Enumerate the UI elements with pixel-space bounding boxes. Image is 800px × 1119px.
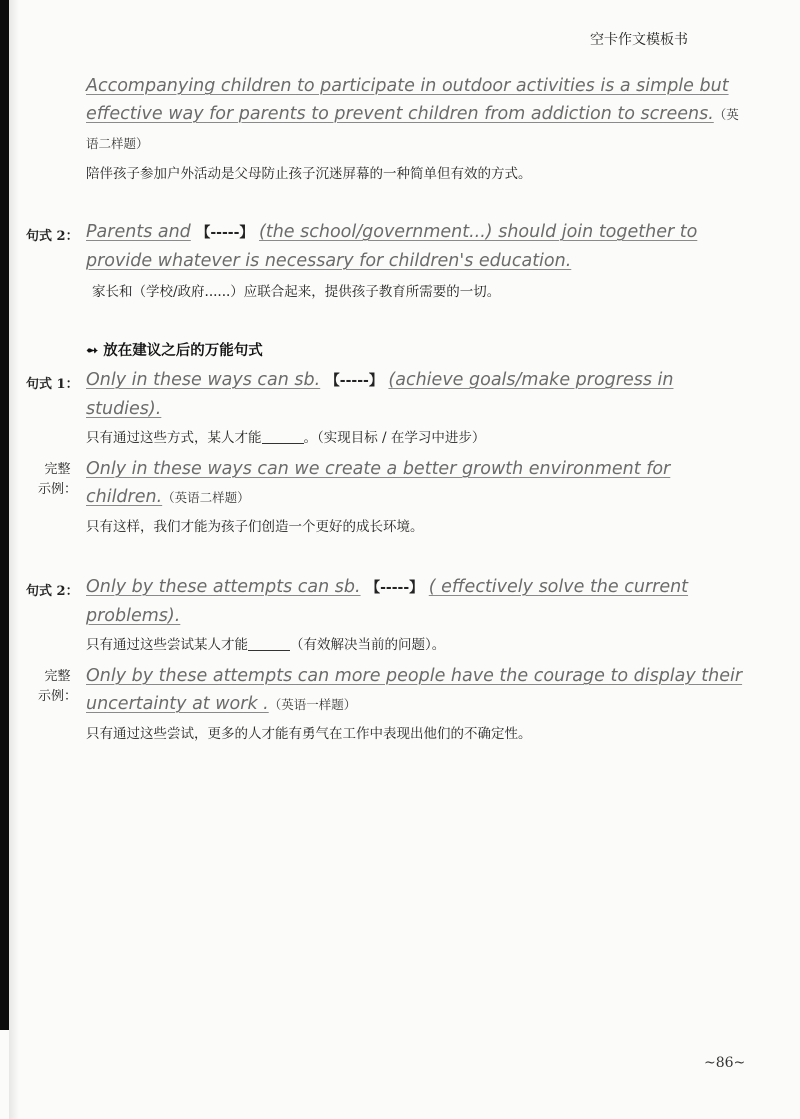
page-number: ~86~: [704, 1055, 746, 1071]
example-chinese-courage: 只有通过这些尝试，更多的人才能有勇气在工作中表现出他们的不确定性。: [86, 726, 532, 742]
example-english-courage: [86, 662, 750, 719]
chinese-text-part2: 。（实现目标 / 在学习中进步）: [303, 430, 486, 446]
arrow-icon: ➻: [86, 342, 99, 359]
label-line1: 完整: [44, 462, 71, 477]
fill-blank-line: [262, 442, 304, 444]
pattern-label: 句式 1：: [26, 377, 79, 392]
example-chinese-growth: 只有这样，我们才能为孩子们创造一个更好的成长环境。: [86, 519, 424, 535]
running-header: 空卡作文模板书: [590, 32, 688, 48]
source-note: （英语二样题）: [86, 107, 739, 151]
example-english-outdoor: [86, 72, 750, 158]
chinese-text-part2: （有效解决当前的问题）。: [290, 637, 446, 653]
spine-shadow: [9, 0, 19, 1119]
chinese-text-part1: 只有通过这些方式，某人才能: [86, 430, 262, 446]
blank-bracket: 【-----】: [196, 225, 254, 241]
pattern-chinese-attempts: [86, 633, 445, 653]
english-text-part1: Only in these ways can sb.: [86, 370, 321, 390]
pattern-chinese-only-ways: [86, 426, 485, 446]
source-note: （英语一样题）: [268, 697, 357, 712]
blank-bracket: 【-----】: [325, 373, 383, 389]
pattern-english-attempts: [86, 573, 750, 630]
label-line2: 示例：: [38, 689, 78, 704]
source-note: （英语二样题）: [162, 490, 250, 505]
example-english-growth: [86, 455, 750, 512]
pattern-english-only-ways: [86, 366, 750, 423]
english-text: Accompanying children to participate in outdoor activities is a simple but effective way for parents to prevent children from addiction to screens.: [86, 76, 729, 124]
section-title-text: 放在建议之后的万能句式: [103, 342, 263, 359]
english-text: Only in these ways can we create a better growth environment for children.: [86, 459, 671, 507]
english-text-part2: (the school/government...) should join together to provide whatever is necessary for children's education.: [86, 222, 698, 271]
section-title: [86, 339, 263, 360]
full-example-label: [38, 460, 77, 500]
english-text-part1: Only by these attempts can sb.: [86, 577, 361, 597]
full-example-label: [38, 667, 77, 707]
english-text-part1: Parents and: [86, 222, 191, 242]
fill-blank-line: [248, 649, 290, 651]
label-line2: 示例：: [38, 482, 78, 497]
english-text-part2: (achieve goals/make progress in studies).: [86, 370, 674, 419]
book-spine-edge: [0, 0, 9, 1030]
blank-bracket: 【-----】: [366, 580, 424, 596]
label-line1: 完整: [44, 669, 71, 684]
pattern-label: 句式 2：: [26, 229, 79, 244]
example-chinese-outdoor: 陪伴孩子参加户外活动是父母防止孩子沉迷屏幕的一种简单但有效的方式。: [86, 166, 532, 182]
chinese-text-part1: 只有通过这些尝试某人才能: [86, 637, 248, 653]
pattern-english-parents: [86, 218, 750, 275]
english-text-part2: ( effectively solve the current problems).: [86, 577, 689, 626]
pattern-label: 句式 2：: [26, 584, 79, 599]
english-text: Only by these attempts can more people have the courage to display their uncertainty at work .: [86, 666, 743, 714]
pattern-chinese-parents: 家长和（学校/政府......）应联合起来，提供孩子教育所需要的一切。: [92, 284, 501, 300]
